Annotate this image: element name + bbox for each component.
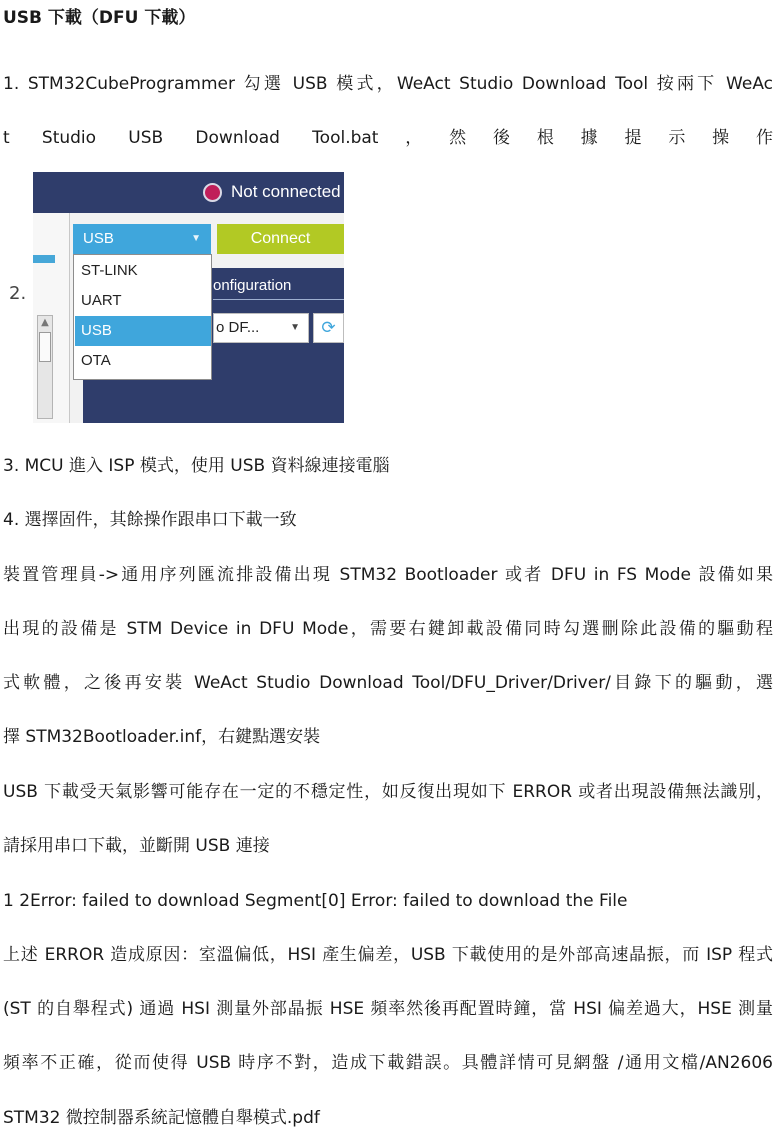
refresh-icon[interactable]: ⟳: [313, 313, 344, 343]
warning-paragraph-line-1: USB 下載受天氣影響可能存在一定的不穩定性，如反復出現如下 ERROR 或者出現設備無法識別，: [3, 782, 773, 802]
option-usb[interactable]: USB: [75, 316, 211, 346]
left-highlight-strip: [33, 255, 55, 263]
page-title: USB 下載（DFU 下載）: [3, 8, 196, 28]
connect-button[interactable]: Connect: [217, 224, 344, 254]
option-ota[interactable]: OTA: [81, 352, 111, 369]
chevron-down-icon: ▼: [191, 233, 201, 244]
chevron-down-icon: ▼: [290, 322, 300, 333]
scroll-up-icon[interactable]: ▲: [41, 317, 49, 328]
option-st-link[interactable]: ST-LINK: [81, 262, 138, 279]
driver-paragraph-line-2: 出現的設備是 STM Device in DFU Mode，需要右鍵卸載設備同時勾選刪除此設備的驅動程: [3, 619, 773, 639]
step-2-number: 2.: [9, 283, 27, 304]
cause-paragraph-line-2: (ST 的自舉程式) 通過 HSI 測量外部晶振 HSE 頻率然後再配置時鐘，當 HSI 偏差過大，HSE 測量: [3, 999, 773, 1019]
status-dot-icon: [203, 183, 222, 202]
driver-paragraph-line-4: 擇 STM32Bootloader.inf，右鍵點選安裝: [3, 727, 321, 747]
step-1-line-1: 1. STM32CubeProgrammer 勾選 USB 模式，WeAct Studio Download Tool 按兩下 WeAc: [3, 74, 773, 94]
driver-paragraph-line-1: 裝置管理員->通用序列匯流排設備出現 STM32 Bootloader 或者 DFU in FS Mode 設備如果: [3, 565, 773, 585]
scrollbar[interactable]: [37, 315, 53, 419]
scroll-thumb[interactable]: [39, 332, 51, 362]
step-3: 3. MCU 進入 ISP 模式，使用 USB 資料線連接電腦: [3, 456, 390, 476]
interface-select[interactable]: [73, 224, 211, 254]
programmer-screenshot: [33, 172, 344, 423]
configuration-divider: [213, 299, 344, 300]
warning-paragraph-line-2: 請採用串口下載，並斷開 USB 連接: [3, 836, 270, 856]
error-message: 1 2Error: failed to download Segment[0] Error: failed to download the File: [3, 891, 628, 911]
cause-paragraph-line-1: 上述 ERROR 造成原因：室溫偏低，HSI 產生偏差，USB 下載使用的是外部高速晶振，而 ISP 程式: [3, 945, 773, 965]
interface-value: USB: [83, 230, 114, 247]
driver-paragraph-line-3: 式軟體，之後再安裝 WeAct Studio Download Tool/DFU_Driver/Driver/目錄下的驅動，選: [3, 673, 773, 693]
interface-dropdown: [73, 254, 212, 380]
step-4: 4. 選擇固件，其餘操作跟串口下載一致: [3, 510, 297, 530]
configuration-label: onfiguration: [213, 277, 292, 294]
mode-value: o DF...: [216, 319, 260, 336]
cause-paragraph-line-3: 頻率不正確，從而使得 USB 時序不對，造成下載錯誤。具體詳情可見網盤 /通用文檔/AN2606: [3, 1053, 773, 1073]
cause-paragraph-line-4: STM32 微控制器系統記憶體自舉模式.pdf: [3, 1108, 320, 1128]
step-1-line-2: t Studio USB Download Tool.bat，然後根據提示操作: [3, 128, 773, 148]
option-uart[interactable]: UART: [81, 292, 122, 309]
mode-select[interactable]: [213, 313, 309, 343]
connection-status: Not connected: [231, 182, 341, 201]
